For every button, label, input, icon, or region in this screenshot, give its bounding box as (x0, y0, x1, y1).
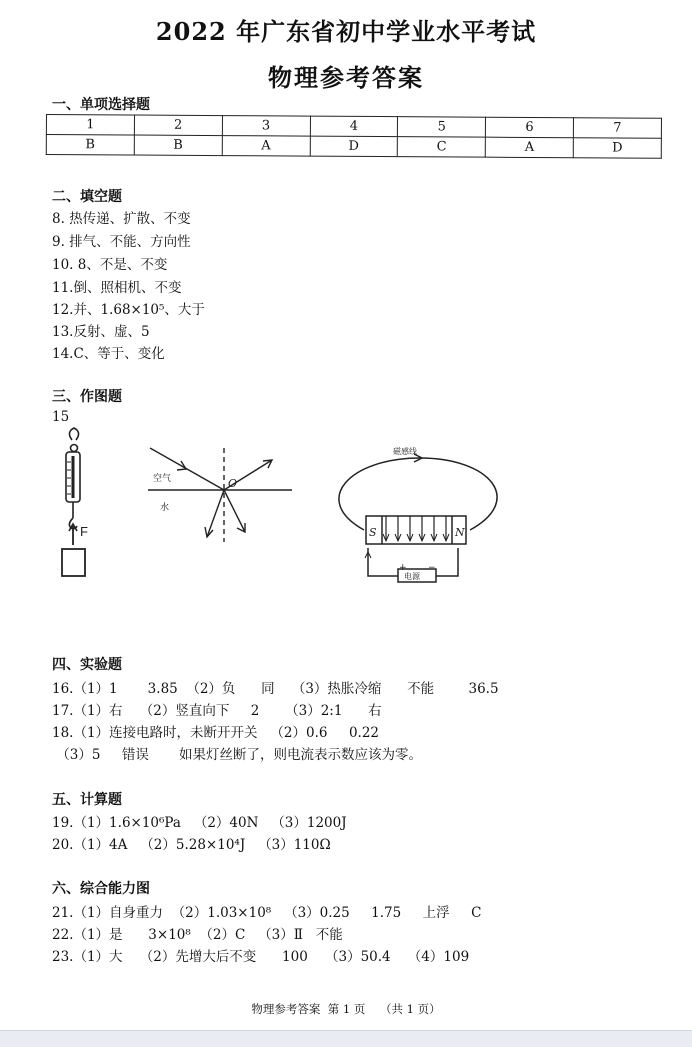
viewer-bottom-bar (0, 1030, 692, 1047)
south-pole-label: S (369, 526, 377, 539)
table-cell: 6 (486, 117, 574, 138)
table-cell: A (222, 136, 310, 157)
answer-line: 9. 排气、不能、方向性 (52, 234, 191, 250)
table-cell: B (134, 135, 222, 156)
section-1-heading: 一、单项选择题 (52, 97, 150, 113)
table-cell: D (310, 136, 398, 157)
section-5-heading: 五、计算题 (52, 792, 122, 808)
force-label: F (80, 524, 88, 539)
table-cell: 2 (134, 115, 222, 136)
block (62, 549, 85, 576)
answer-line: 17.（1）右 （2）竖直向下 2 （3）2:1 右 (52, 703, 382, 719)
answer-line: 11.倒、照相机、不变 (52, 280, 182, 296)
page-title: 2022 年广东省初中学业水平考试 (155, 17, 537, 46)
answer-line: 10. 8、不是、不变 (52, 257, 168, 273)
minus-label: − (428, 563, 436, 573)
table-cell: A (485, 137, 573, 158)
north-pole-label: N (455, 526, 465, 539)
answer-line: 21.（1）自身重力 （2）1.03×10⁸ （3）0.25 1.75 上浮 C (52, 905, 482, 921)
answer-line: 23.（1）大 （2）先增大后不变 100 （3）50.4 （4）109 (52, 949, 470, 965)
table-cell: B (46, 135, 134, 156)
table-cell: 4 (310, 116, 398, 137)
answer-line: 22.（1）是 3×10⁸ （2）C （3）Ⅱ 不能 (52, 927, 343, 943)
page-subtitle: 物理参考答案 (268, 63, 424, 92)
power-source-label: 电源 (404, 572, 420, 581)
answer-line: 16.（1）1 3.85 （2）负 同 （3）热胀冷缩 不能 36.5 (52, 681, 499, 697)
table-cell: 3 (222, 116, 310, 137)
answer-line: 12.并、1.68×10⁵、大于 (52, 302, 205, 318)
question-number: 15 (52, 409, 70, 425)
answer-line: 8. 热传递、扩散、不变 (52, 211, 191, 227)
answer-line: 19.（1）1.6×10⁶Pa （2）40N （3）1200J (52, 815, 347, 831)
section-3-heading: 三、作图题 (52, 389, 122, 405)
table-cell: 1 (46, 115, 134, 136)
section-4-heading: 四、实验题 (52, 657, 122, 673)
air-label: 空气 (153, 474, 172, 484)
table-cell: 5 (398, 117, 486, 138)
table-cell: C (398, 137, 486, 158)
answer-line: 14.C、等于、变化 (52, 346, 165, 362)
refraction-figure (148, 448, 292, 542)
field-label: 磁感线 (393, 447, 417, 456)
field-line (339, 458, 497, 530)
water-label: 水 (160, 503, 170, 513)
electromagnet-figure (339, 454, 497, 582)
section-6-heading: 六、综合能力图 (52, 881, 150, 897)
plus-label: + (399, 563, 407, 573)
answer-line: 13.反射、虚、5 (52, 324, 150, 340)
table-cell: 7 (573, 118, 661, 139)
answer-line: 18.（1）连接电路时，未断开开关 （2）0.6 0.22 (52, 725, 380, 741)
page-footer: 物理参考答案 第 1 页 （共 1 页） (251, 1002, 441, 1016)
point-o-label: O (228, 477, 238, 490)
answer-line: 20.（1）4A （2）5.28×10⁴J （3）110Ω (52, 837, 331, 853)
table-cell: D (573, 138, 661, 159)
section-2-heading: 二、填空题 (52, 189, 122, 205)
spring-balance-figure (62, 428, 85, 576)
answer-line: （3）5 错误 如果灯丝断了，则电流表示数应该为零。 (52, 747, 422, 763)
